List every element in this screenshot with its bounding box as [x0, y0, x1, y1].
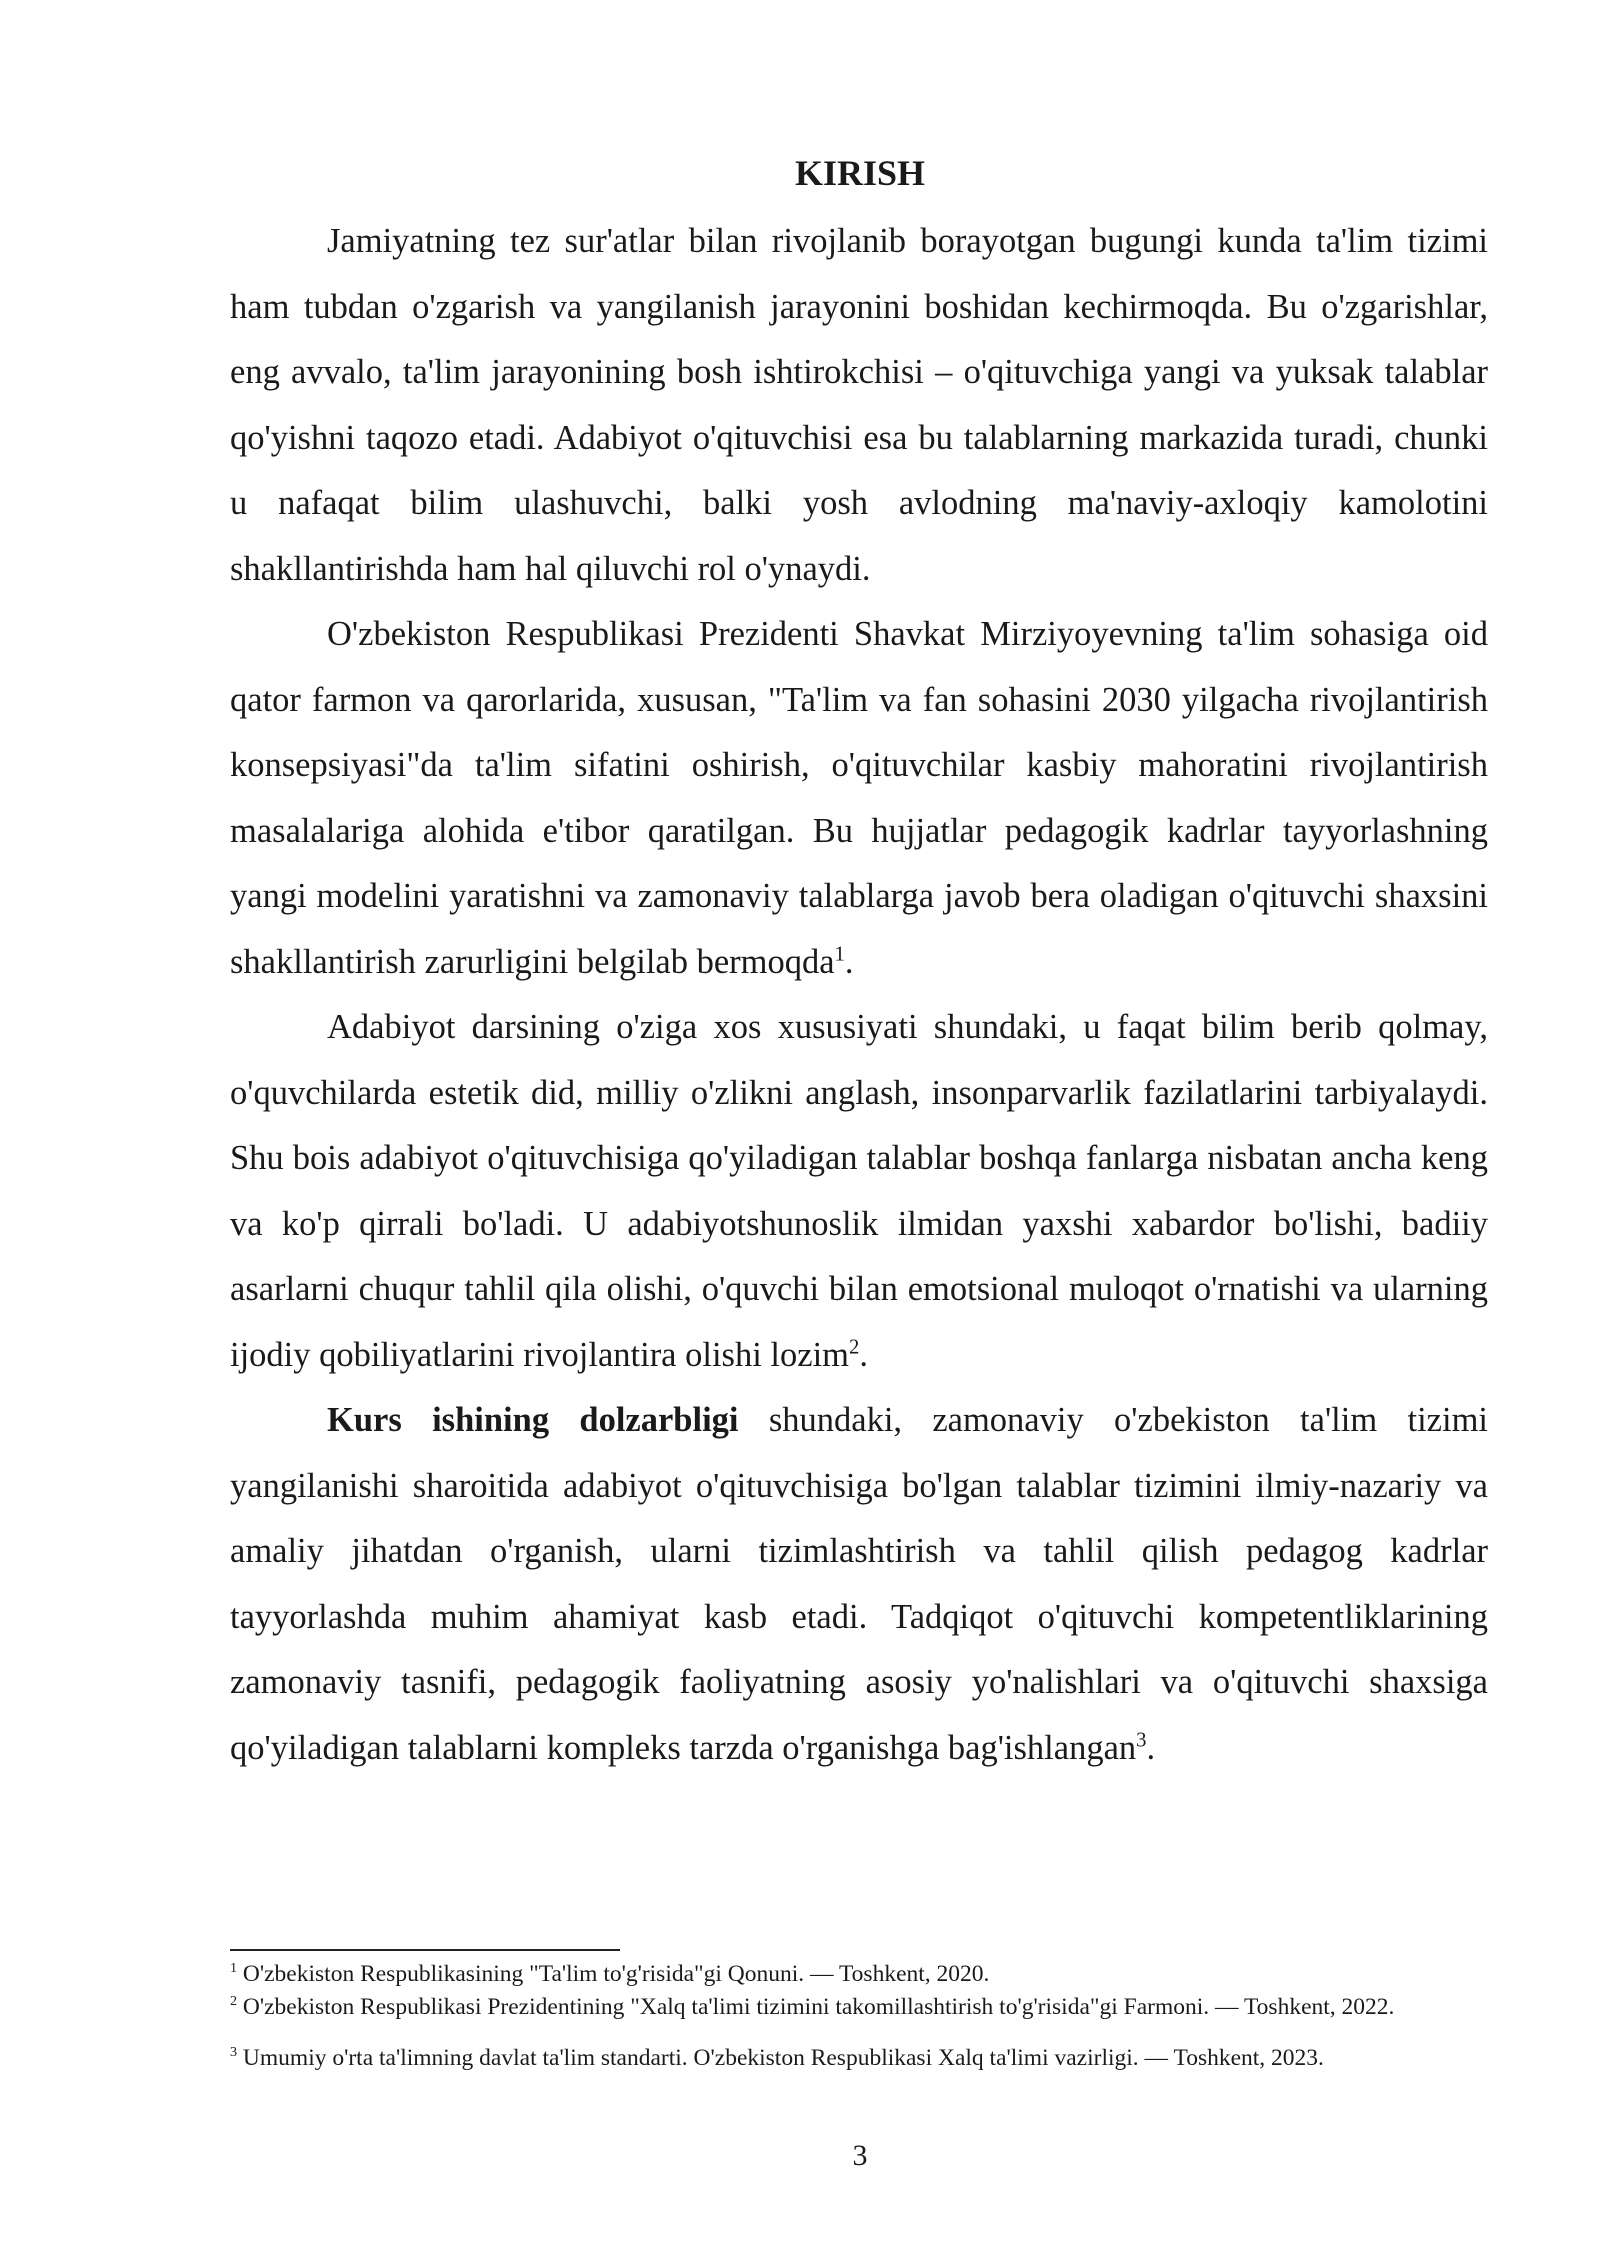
footnote-2-text: O'zbekiston Respublikasi Prezidentining "Xalq ta'limi tizimini takomillashtirish to'g'risida"gi Farmoni. — Toshkent, 2022. — [237, 1994, 1395, 2020]
paragraph-4 — [230, 1388, 1488, 1781]
paragraph-4-text: shundaki, zamonaviy o'zbekiston ta'lim tizimi yangilanishi sharoitida adabiyot o'qituvchisiga bo'lgan talablar tizimini ilmiy-nazariy va amaliy jihatdan o'rganish, ularni tizimlashtirish va tahlil qilish pedagog kadrlar tayyorlashda muhim ahamiyat kasb etadi. Tadqiqot o'qituvchi kompetentliklarining zamonaviy tasnifi, pedagogik faoliyatning asosiy yo'nalishlari va o'qituvchi shaxsiga qo'yiladigan talablarni kompleks tarzda o'rganishga bag'ishlangan — [230, 1401, 1488, 1767]
footnote-ref-3[interactable]: 3 — [1136, 1729, 1147, 1751]
paragraph-4-bold-lead: Kurs ishining dolzarbligi — [327, 1401, 739, 1439]
footnote-2-number: 2 — [230, 1993, 238, 2010]
section-title: KIRISH — [794, 153, 926, 193]
footnote-1 — [230, 1958, 1492, 1991]
footnote-2 — [230, 1991, 1492, 2024]
paragraph-1 — [230, 209, 1488, 602]
footnote-3-text: Umumiy o'rta ta'limning davlat ta'lim standarti. O'zbekiston Respublikasi Xalq ta'limi vazirligi. — Toshkent, 2023. — [237, 2045, 1324, 2071]
paragraph-2 — [230, 602, 1488, 995]
paragraph-3 — [230, 995, 1488, 1388]
footnote-1-text: O'zbekiston Respublikasining "Ta'lim to'g'risida"gi Qonuni. — Toshkent, 2020. — [237, 1961, 990, 1987]
footnote-ref-1[interactable]: 1 — [834, 943, 845, 965]
paragraph-3-end: . — [859, 1335, 868, 1374]
footnote-separator — [230, 1949, 620, 1951]
paragraph-2-text: O'zbekiston Respublikasi Prezidenti Shavkat Mirziyoyevning ta'lim sohasiga oid qator farmon va qarorlarida, xususan, "Ta'lim va fan sohasini 2030 yilgacha rivojlantirish konsepsiyasi"da ta'lim sifatini oshirish, o'qituvchilar kasbiy mahoratini rivojlantirish masalalariga alohida e'tibor qaratilgan. Bu hujjatlar pedagogik kadrlar tayyorlashning yangi modelini yaratishni va zamonaviy talablarga javob bera oladigan o'qituvchi shaxsini shakllantirish zarurligini belgilab bermoqda — [230, 615, 1488, 981]
paragraph-4-end: . — [1146, 1728, 1156, 1767]
page-number: 3 — [852, 2139, 868, 2172]
footnote-ref-2[interactable]: 2 — [849, 1336, 860, 1358]
paragraph-2-end: . — [844, 942, 854, 981]
paragraph-1-text: Jamiyatning tez sur'atlar bilan rivojlanib borayotgan bugungi kunda ta'lim tizimi ham tubdan o'zgarish va yangilanish jarayonini boshidan kechirmoqda. Bu o'zgarishlar, eng avvalo, ta'lim jarayonining bosh ishtirokchisi – o'qituvchiga yangi va yuksak talablar qo'yishni taqozo etadi. Adabiyot o'qituvchisi esa bu talablarning markazida turadi, chunki u nafaqat bilim ulashuvchi, balki yosh avlodning ma'naviy-axloqiy kamolotini shakllantirishda ham hal qiluvchi rol o'ynaydi. — [230, 222, 1488, 588]
footnotes — [230, 1958, 1492, 2075]
footnote-3-number: 3 — [230, 2044, 238, 2061]
footnote-3 — [230, 2042, 1492, 2075]
paragraph-3-text: Adabiyot darsining o'ziga xos xususiyati shundaki, u faqat bilim berib qolmay, o'quvchilarda estetik did, milliy o'zlikni anglash, insonparvarlik fazilatlarini tarbiyalaydi. Shu bois adabiyot o'qituvchisiga qo'yiladigan talablar boshqa fanlarga nisbatan ancha keng va ko'p qirrali bo'ladi. U adabiyotshunoslik ilmidan yaxshi xabardor bo'lishi, badiiy asarlarni chuqur tahlil qila olishi, o'quvchi bilan emotsional muloqot o'rnatishi va ularning ijodiy qobiliyatlarini rivojlantira olishi lozim — [230, 1008, 1488, 1374]
body-text — [230, 209, 1488, 1781]
footnote-1-number: 1 — [230, 1960, 238, 1977]
